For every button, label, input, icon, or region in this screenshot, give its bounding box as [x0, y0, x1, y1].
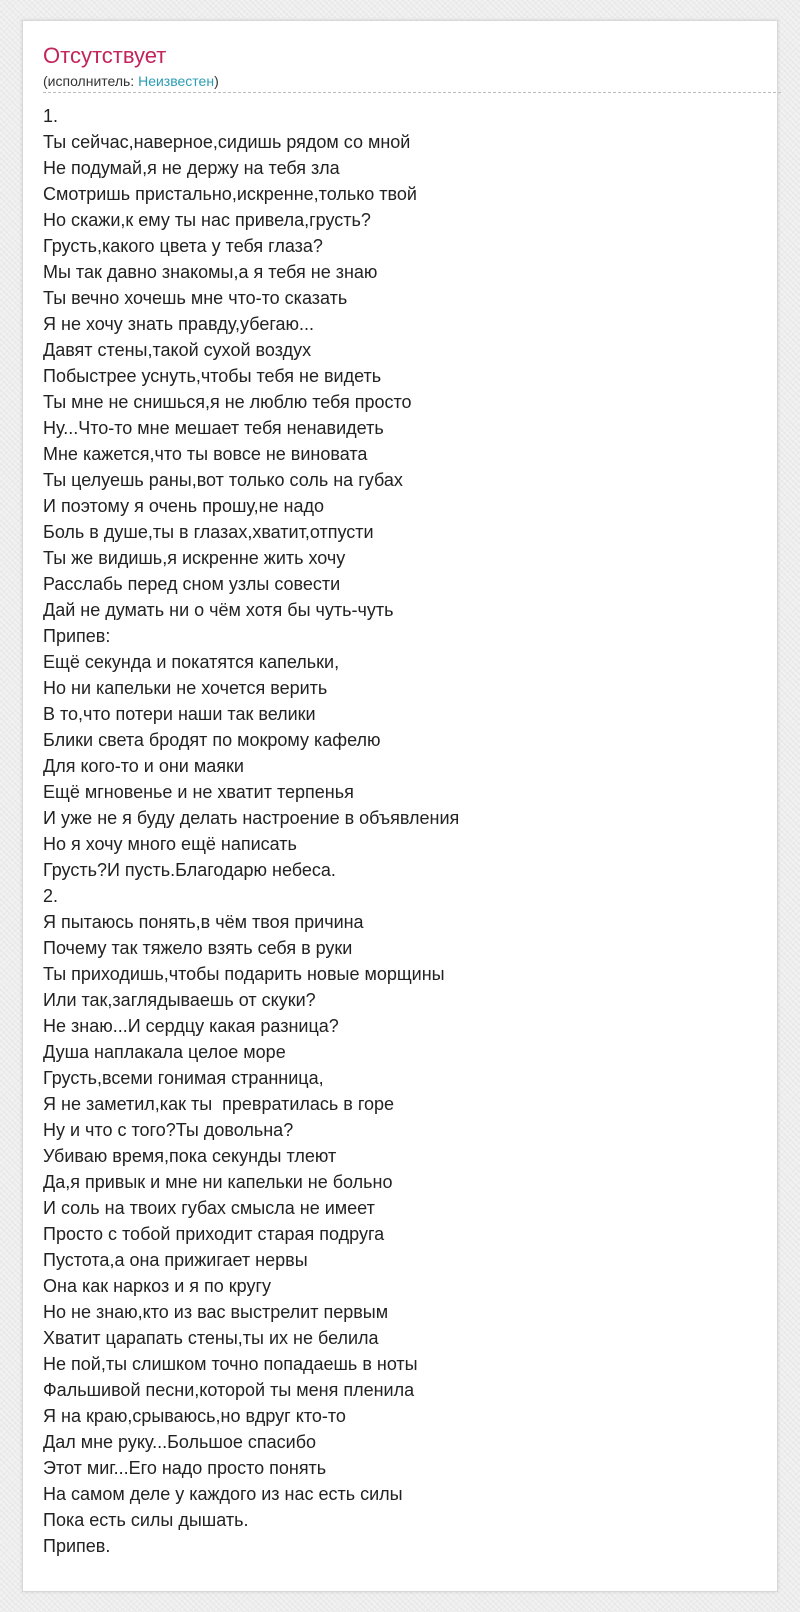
lyric-line: Но я хочу много ещё написать [43, 834, 297, 854]
lyric-line: Не подумай,я не держу на тебя зла [43, 158, 340, 178]
performer-suffix: ) [214, 73, 219, 89]
lyric-line: И поэтому я очень прошу,не надо [43, 496, 325, 516]
lyric-line: Этот миг...Его надо просто понять [43, 1458, 327, 1478]
lyric-line: Боль в душе,ты в глазах,хватит,отпусти [43, 522, 374, 542]
lyric-line: Мы так давно знакомы,а я тебя не знаю [43, 262, 378, 282]
lyric-line: Блики света бродят по мокрому кафелю [43, 730, 381, 750]
lyric-line: Ещё секунда и покатятся капельки, [43, 652, 340, 672]
lyric-line: Ты же видишь,я искренне жить хочу [43, 548, 346, 568]
lyrics-card [22, 20, 778, 1592]
lyric-line: Мне кажется,что ты вовсе не виновата [43, 444, 368, 464]
lyric-line: Не знаю...И сердцу какая разница? [43, 1016, 339, 1036]
lyric-line: Пустота,а она прижигает нервы [43, 1250, 308, 1270]
lyric-line: Дал мне руку...Большое спасибо [43, 1432, 317, 1452]
lyric-line: Да,я привык и мне ни капельки не больно [43, 1172, 393, 1192]
lyrics-text [43, 103, 763, 1559]
performer-prefix: (исполнитель: [43, 73, 139, 89]
lyric-line: Ты сейчас,наверное,сидишь рядом со мной [43, 132, 411, 152]
lyric-line: Ещё мгновенье и не хватит терпенья [43, 782, 354, 802]
lyric-line: Ты мне не снишься,я не люблю тебя просто [43, 392, 412, 412]
lyric-line: Фальшивой песни,которой ты меня пленила [43, 1380, 415, 1400]
lyric-line: В то,что потери наши так велики [43, 704, 316, 724]
lyric-line: Просто с тобой приходит старая подруга [43, 1224, 385, 1244]
lyric-line: Припев: [43, 626, 111, 646]
lyric-line: Но ни капельки не хочется верить [43, 678, 328, 698]
divider [43, 92, 781, 93]
song-title: Отсутствует [43, 43, 167, 68]
lyric-line: Побыстрее уснуть,чтобы тебя не видеть [43, 366, 382, 386]
lyric-line: 1. [43, 106, 59, 126]
lyric-line: Ну...Что-то мне мешает тебя ненавидеть [43, 418, 384, 438]
lyric-line: Я не хочу знать правду,убегаю... [43, 314, 315, 334]
lyric-line: И соль на твоих губах смысла не имеет [43, 1198, 375, 1218]
lyric-line: Смотришь пристально,искренне,только твой [43, 184, 417, 204]
lyric-line: Я пытаюсь понять,в чём твоя причина [43, 912, 364, 932]
lyric-line: Давят стены,такой сухой воздух [43, 340, 312, 360]
lyric-line: Припев. [43, 1536, 111, 1556]
lyric-line: Душа наплакала целое море [43, 1042, 286, 1062]
lyric-line: Почему так тяжело взять себя в руки [43, 938, 353, 958]
lyric-line: Пока есть силы дышать. [43, 1510, 249, 1530]
lyric-line: Расслабь перед сном узлы совести [43, 574, 341, 594]
lyric-line: Не пой,ты слишком точно попадаешь в ноты [43, 1354, 418, 1374]
lyric-line: Грусть,всеми гонимая странница, [43, 1068, 324, 1088]
lyric-line: Хватит царапать стены,ты их не белила [43, 1328, 379, 1348]
lyric-line: Или так,заглядываешь от скуки? [43, 990, 316, 1010]
lyric-line: Ты вечно хочешь мне что-то сказать [43, 288, 348, 308]
performer-link[interactable]: Неизвестен [138, 73, 215, 89]
lyric-line: Для кого-то и они маяки [43, 756, 244, 776]
lyric-line: Она как наркоз и я по кругу [43, 1276, 272, 1296]
lyric-line: Грусть,какого цвета у тебя глаза? [43, 236, 323, 256]
lyric-line: И уже не я буду делать настроение в объявления [43, 808, 460, 828]
lyric-line: Грусть?И пусть.Благодарю небеса. [43, 860, 336, 880]
lyric-line: Но скажи,к ему ты нас привела,грусть? [43, 210, 371, 230]
lyric-line: Ты приходишь,чтобы подарить новые морщины [43, 964, 445, 984]
lyric-line: Я не заметил,как ты превратилась в горе [43, 1094, 395, 1114]
lyric-line: Я на краю,срываюсь,но вдруг кто-то [43, 1406, 346, 1426]
lyric-line: Дай не думать ни о чём хотя бы чуть-чуть [43, 600, 394, 620]
lyric-line: На самом деле у каждого из нас есть силы [43, 1484, 403, 1504]
performer-line [43, 72, 219, 90]
lyric-line: Ну и что с того?Ты довольна? [43, 1120, 294, 1140]
lyric-line: Ты целуешь раны,вот только соль на губах [43, 470, 403, 490]
lyric-line: Но не знаю,кто из вас выстрелит первым [43, 1302, 389, 1322]
lyric-line: Убиваю время,пока секунды тлеют [43, 1146, 337, 1166]
lyric-line: 2. [43, 886, 59, 906]
